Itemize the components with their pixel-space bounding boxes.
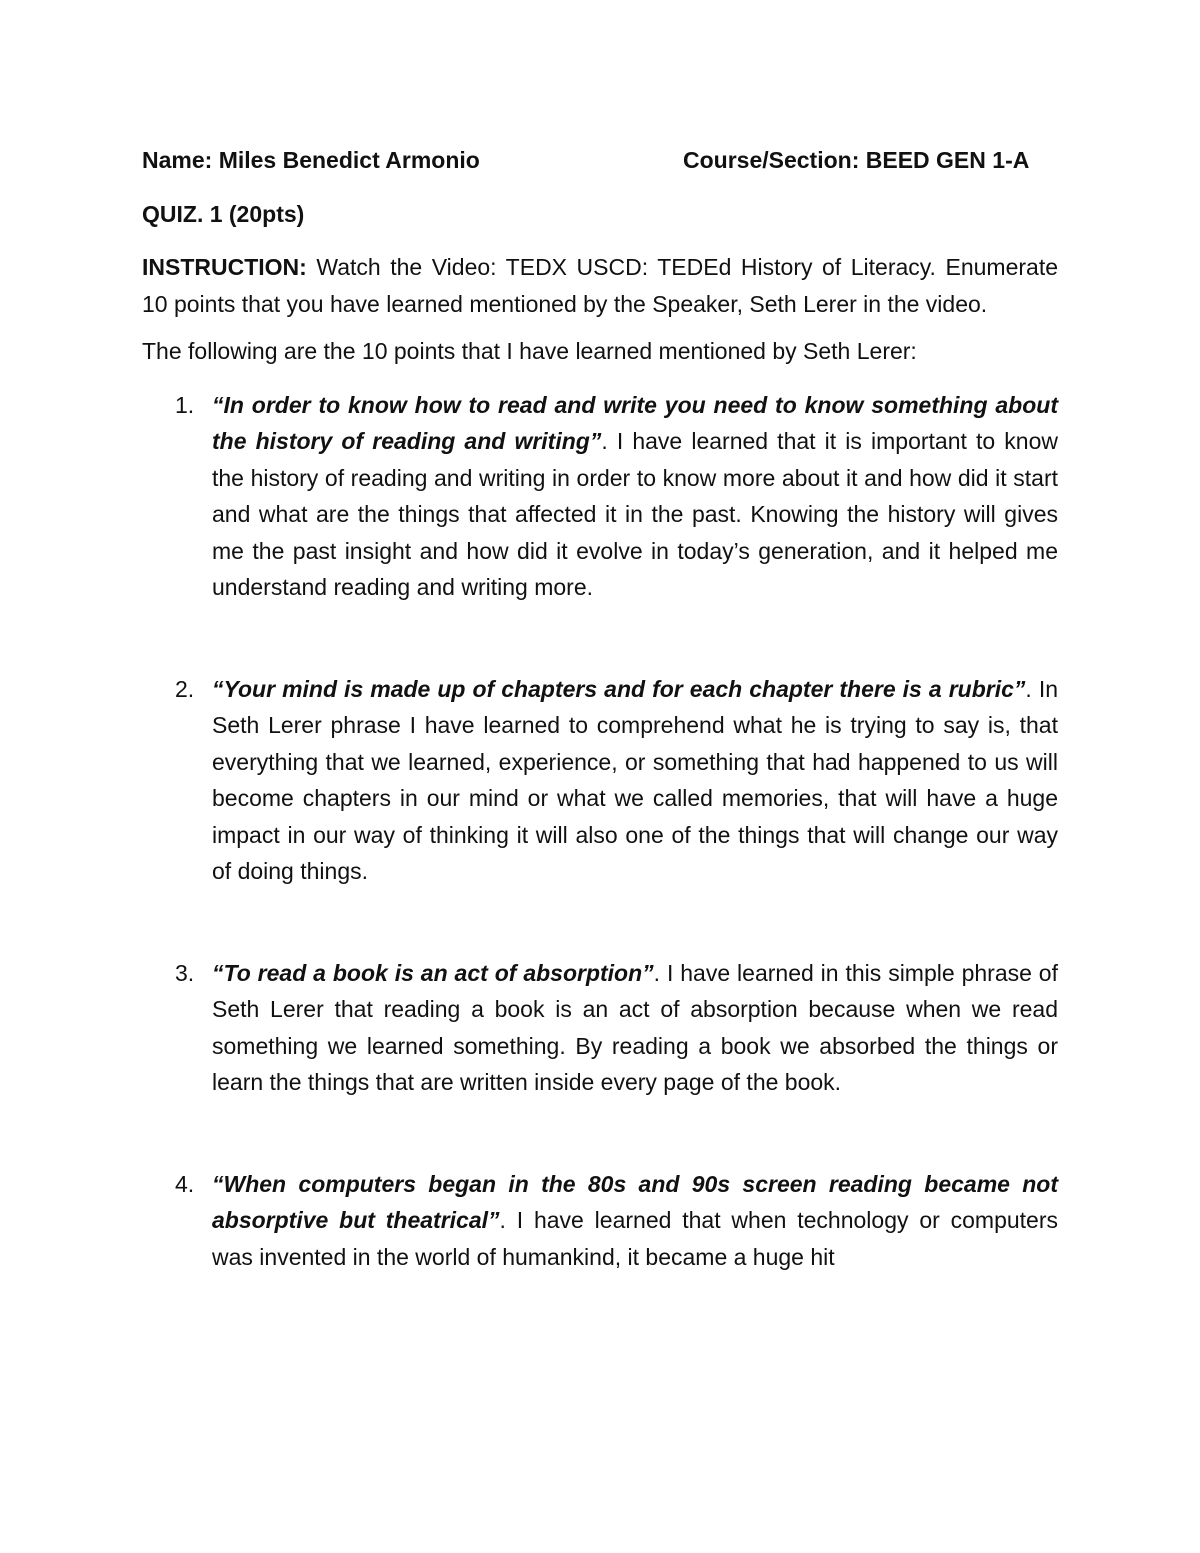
point-number: 3. <box>175 959 195 986</box>
point-number: 1. <box>175 391 195 418</box>
list-item <box>142 671 1058 890</box>
quiz-title: QUIZ. 1 (20pts) <box>142 201 305 227</box>
instruction-paragraph <box>142 249 1058 322</box>
intro-paragraph: The following are the 10 points that I have learned mentioned by Seth Lerer: <box>142 338 917 364</box>
point-text: . In Seth Lerer phrase I have learned to comprehend what he is trying to say is, that everything that we learned, experience, or something that had happened to us will become chapters in our mind or what we called memories, that will have a huge impact in our way of thinking it will also one of the things that will change our way of doing things. <box>212 675 1058 884</box>
point-number: 4. <box>175 1170 195 1197</box>
point-quote: “To read a book is an act of absorption” <box>212 959 654 986</box>
list-item <box>142 955 1058 1101</box>
document-body <box>142 142 1058 1275</box>
course-section: Course/Section: BEED GEN 1-A <box>683 147 1030 173</box>
instruction-label: INSTRUCTION: <box>142 254 307 280</box>
student-header <box>142 142 1058 178</box>
instruction-text: Watch the Video: TEDX USCD: TEDEd History of Literacy. Enumerate 10 points that you have learned mentioned by the Speaker, Seth Lerer in the video. <box>142 254 1058 317</box>
point-text: . I have learned in this simple phrase of Seth Lerer that reading a book is an act of absorption because when we read something we learned something. By reading a book we absorbed the things or learn the things that are written inside every page of the book. <box>212 959 1058 1095</box>
list-item <box>142 387 1058 606</box>
point-quote: “Your mind is made up of chapters and for each chapter there is a rubric” <box>212 675 1026 702</box>
point-text: . I have learned that when technology or computers was invented in the world of humankind, it became a huge hit <box>212 1207 1058 1270</box>
point-quote: “In order to know how to read and write you need to know something about the history of reading and writing” <box>212 391 1058 454</box>
point-number: 2. <box>175 675 195 702</box>
point-text: . I have learned that it is important to know the history of reading and writing in order to know more about it and how did it start and what are the things that affected it in the past. Knowing the history will gives me the past insight and how did it evolve in today’s generation, and it helped me understand reading and writing more. <box>212 428 1058 600</box>
list-item <box>142 1166 1058 1276</box>
point-quote: “When computers began in the 80s and 90s screen reading became not absorptive but theatrical” <box>212 1170 1058 1233</box>
student-name: Name: Miles Benedict Armonio <box>142 147 480 173</box>
learned-points-list <box>142 387 1058 1276</box>
